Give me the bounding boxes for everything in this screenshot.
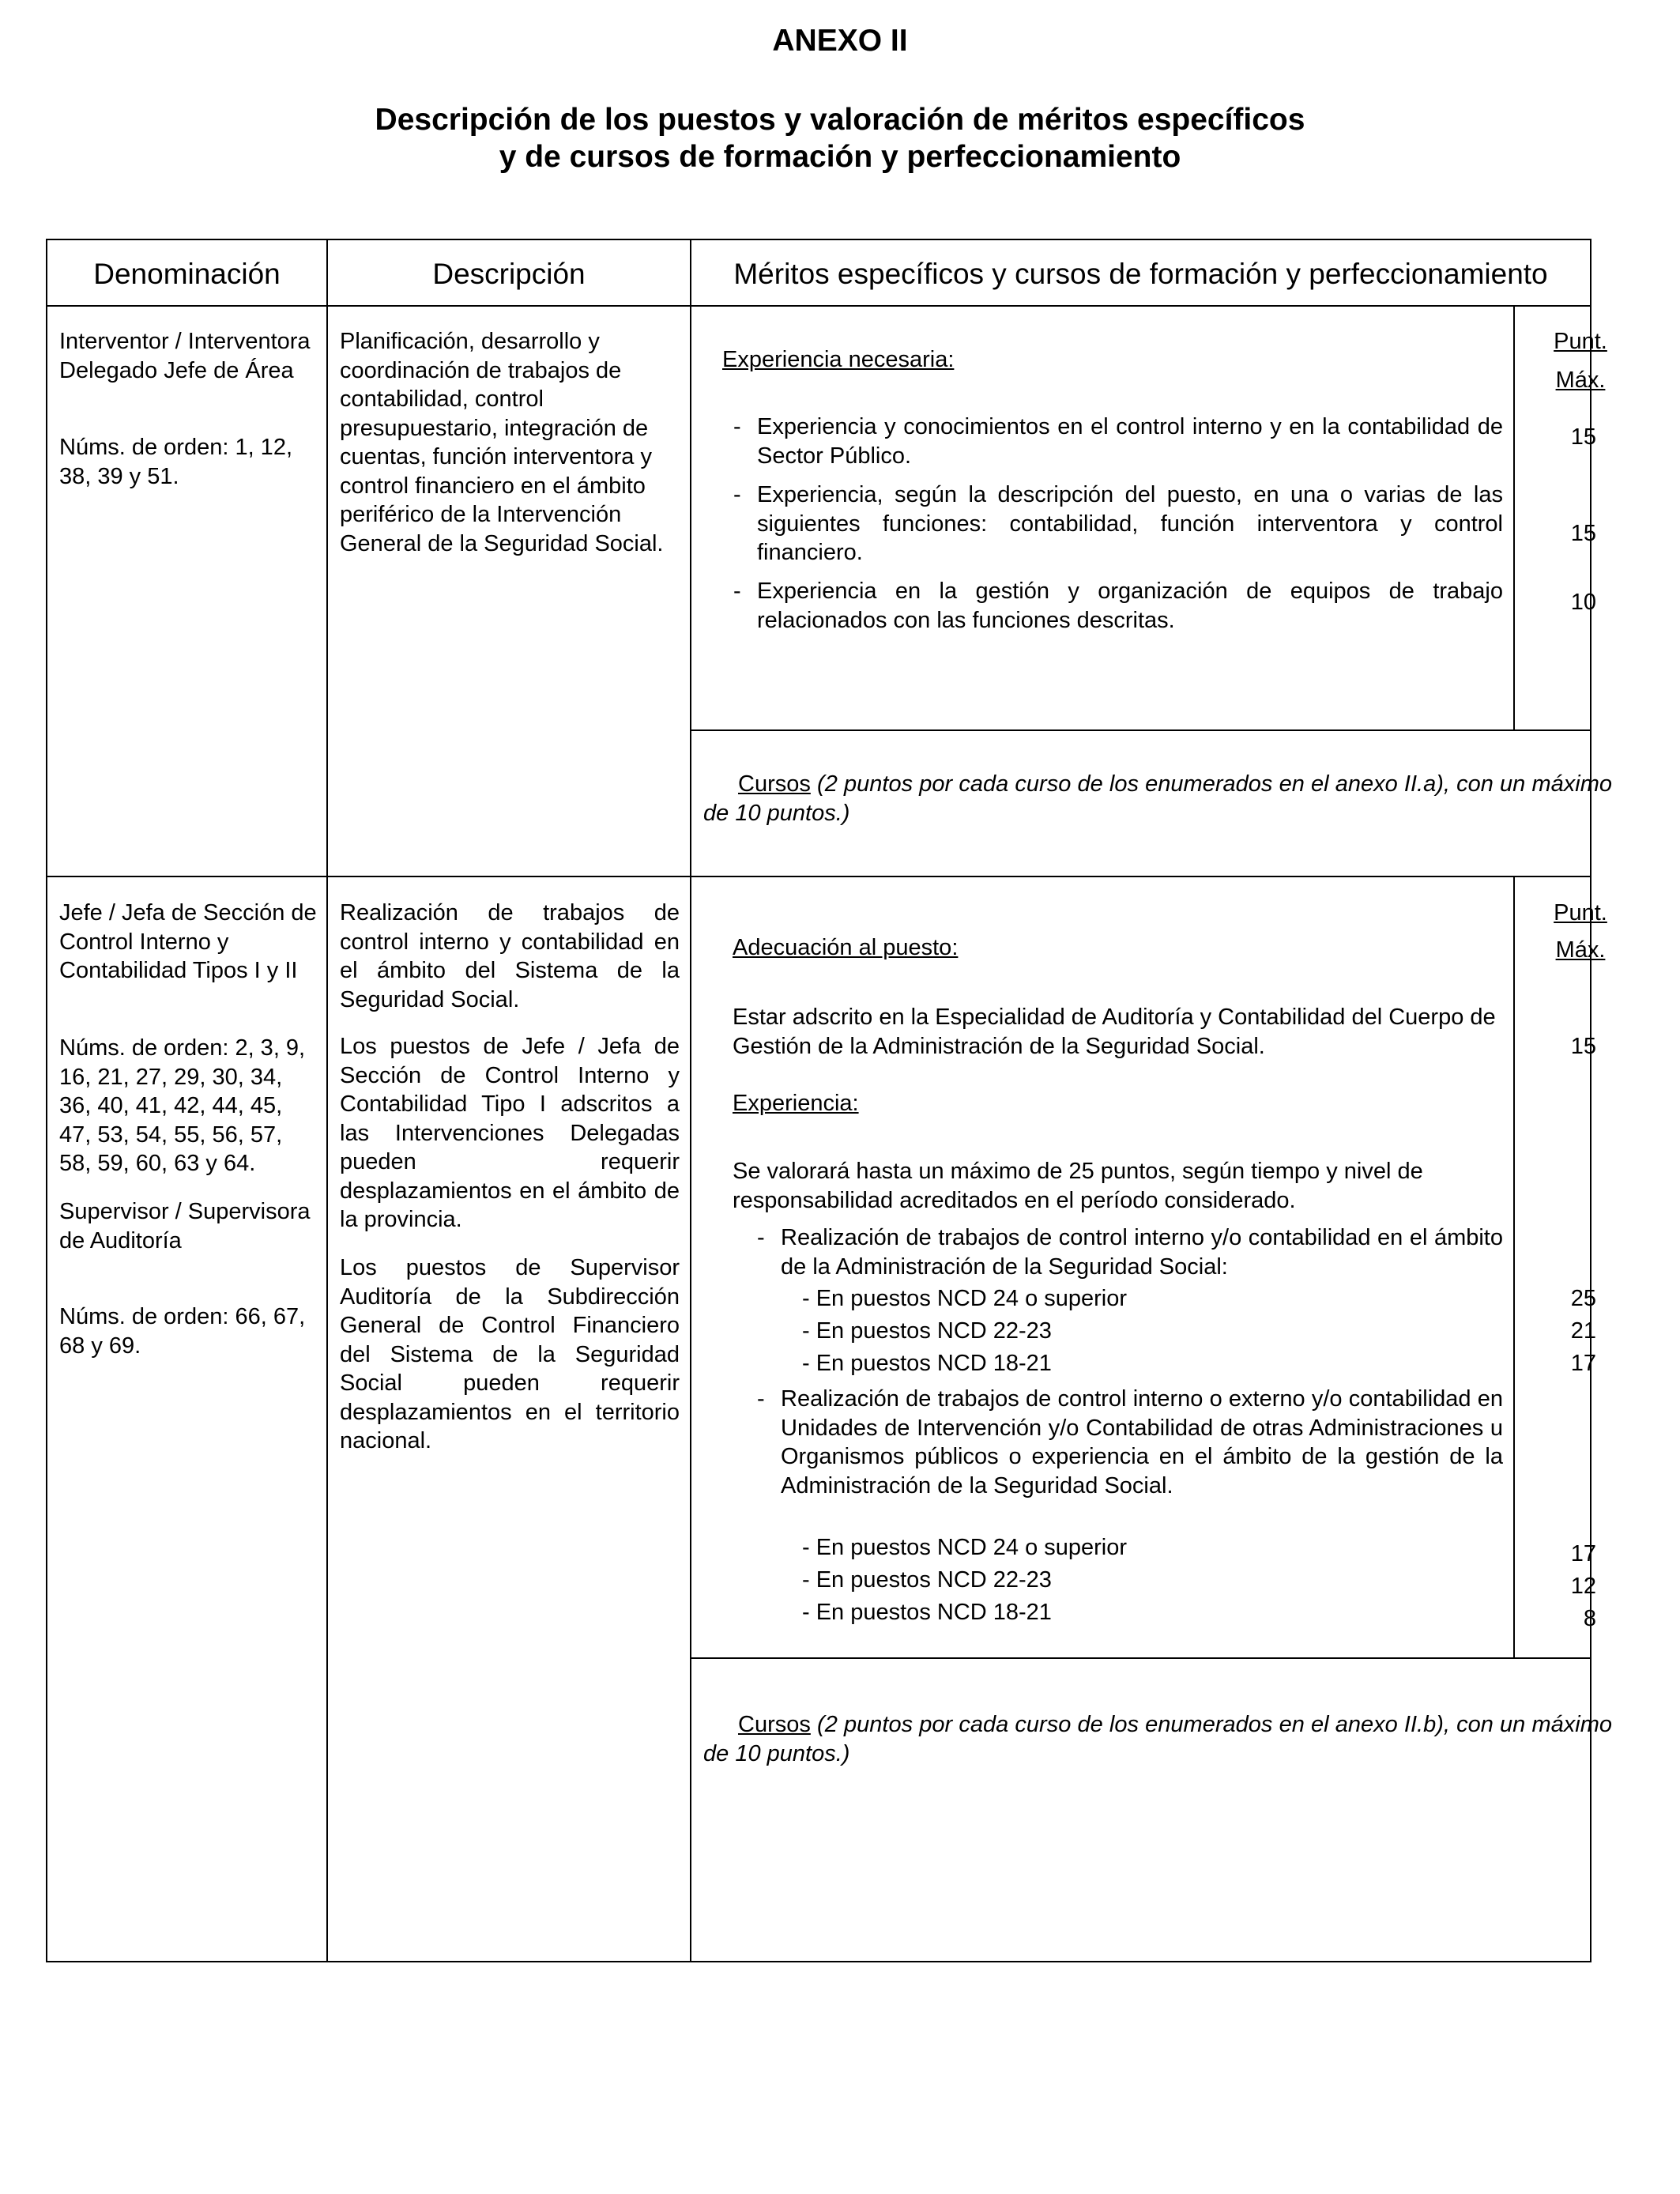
row2-points-17b: 17 [1570,1541,1596,1566]
row1-experiencia-title: Experiencia necesaria: [722,347,955,372]
row2-group-1-text: Realización de trabajos de control interno y/o contabilidad en el ámbito de la Administración de la Seguridad Social: [781,1225,1503,1280]
row1-cursos-text: (2 puntos por cada curso de los enumerados en el anexo II.a), con un máximo de 10 puntos.) [703,771,1613,826]
row1-item-3-text: Experiencia en la gestión y organización de equipos de trabajo relacionados con las funciones descritas. [757,579,1503,633]
row2-ordenes-1: Núms. de orden: 2, 3, 9, 16, 21, 27, 29, 30, 34, 36, 40, 41, 42, 44, 45, 47, 53, 54, 55, 56, 57, 58, 59, 60, 63 y 64. [59,1035,306,1176]
row1-item-1 [733,413,1503,470]
row2-points-17a: 17 [1570,1351,1596,1376]
row1-points-3: 10 [1570,590,1596,615]
header-meritos: Méritos específicos y cursos de formación y perfeccionamiento [733,258,1548,290]
dash-bullet: - [733,579,741,604]
dash-bullet: - [733,482,741,507]
row2-group-1-sub-1: - En puestos NCD 24 o superior [802,1286,1128,1311]
document-title [0,101,1680,175]
row2-group-2-sub-3: - En puestos NCD 18-21 [802,1600,1052,1625]
row2-descripcion-2: Los puestos de Jefe / Jefa de Sección de Control Interno y Contabilidad Tipo I adscritos a las Intervenciones Delegadas pueden requerir desplazamientos en el ámbito de la provincia. [340,1034,680,1232]
row2-cursos [703,1710,1612,1768]
row1-denominacion: Interventor / Interventora Delegado Jefe de Área [59,329,311,383]
row2-group-1-sub-3: - En puestos NCD 18-21 [802,1351,1052,1376]
header-descripcion: Descripción [432,258,586,290]
dash-bullet: - [757,1386,765,1412]
row2-punt-label: Punt. [1554,900,1607,925]
row2-points-8: 8 [1583,1606,1596,1631]
row2-points-divider [1513,876,1515,1659]
row2-group-2-sub-1: - En puestos NCD 24 o superior [802,1535,1128,1560]
row1-points-2: 15 [1570,521,1596,546]
row1-points-1: 15 [1570,424,1596,450]
row2-group-1-sub-2: - En puestos NCD 22-23 [802,1318,1052,1344]
row2-group-1 [757,1223,1503,1281]
row1-item-2 [733,481,1503,567]
row1-cursos-divider [690,729,1591,731]
row2-group-2 [757,1385,1503,1500]
row2-max-label: Máx. [1555,937,1606,963]
header-bottom-border [46,305,1591,307]
row2-cursos-divider [690,1657,1591,1659]
row2-points-21: 21 [1570,1318,1596,1344]
row2-experiencia-title: Experiencia: [733,1091,859,1116]
row1-item-2-text: Experiencia, según la descripción del puesto, en una o varias de las siguientes funciones: contabilidad, función interventora y control financiero. [757,482,1503,565]
col-divider-2 [690,239,691,1962]
document-title-line2: y de cursos de formación y perfeccionamiento [499,140,1181,174]
row2-adecuacion-title: Adecuación al puesto: [733,935,959,960]
document-title-line1: Descripción de los puestos y valoración de méritos específicos [375,103,1305,137]
row2-denominacion-2: Supervisor / Supervisora de Auditoría [59,1199,311,1253]
row1-item-3 [733,577,1503,635]
row2-group-2-text: Realización de trabajos de control interno o externo y/o contabilidad en Unidades de Intervención y/o Contabilidad de otras Administraciones u Organismos públicos o experiencia en el ámbito de la gestión de la Administración de la Seguridad Social. [781,1386,1503,1498]
row1-cursos [703,770,1612,827]
row2-experiencia-intro: Se valorará hasta un máximo de 25 puntos, según tiempo y nivel de responsabilidad acreditados en el período considerado. [733,1159,1423,1213]
header-denominacion: Denominación [93,258,281,290]
row2-denominacion-1: Jefe / Jefa de Sección de Control Interno y Contabilidad Tipos I y II [59,900,317,983]
row2-descripcion-3: Los puestos de Supervisor Auditoría de la Subdirección General de Control Financiero del Sistema de la Seguridad Social pueden requerir desplazamientos en el territorio nacional. [340,1255,680,1453]
dash-bullet: - [757,1225,765,1250]
row2-cursos-label: Cursos [738,1712,811,1737]
row1-max-label: Máx. [1555,368,1606,393]
row1-punt-label: Punt. [1554,329,1607,354]
row2-ordenes-2: Núms. de orden: 66, 67, 68 y 69. [59,1304,306,1359]
row2-cursos-text: (2 puntos por cada curso de los enumerados en el anexo II.b), con un máximo de 10 puntos.) [703,1712,1613,1766]
table-left-border [46,239,47,1962]
col-divider-1 [326,239,328,1962]
row1-descripcion: Planificación, desarrollo y coordinación de trabajos de contabilidad, control presupuestario, integración de cuentas, función interventora y control financiero en el ámbito periférico de la Intervención General de la Seguridad Social. [340,329,664,556]
row2-group-2-sub-2: - En puestos NCD 22-23 [802,1567,1052,1593]
row2-points-12: 12 [1570,1574,1596,1599]
annex-title: ANEXO II [772,24,908,58]
table-top-border [46,239,1591,240]
row2-points-25: 25 [1570,1286,1596,1311]
row2-adecuacion-points: 15 [1570,1034,1596,1059]
row2-adecuacion-text: Estar adscrito en la Especialidad de Auditoría y Contabilidad del Cuerpo de Gestión de la Administración de la Seguridad Social. [733,1005,1496,1059]
row1-ordenes: Núms. de orden: 1, 12, 38, 39 y 51. [59,435,292,489]
row-divider [46,876,1591,877]
row1-cursos-label: Cursos [738,771,811,797]
row2-descripcion-1: Realización de trabajos de control interno y contabilidad en el ámbito del Sistema de la Seguridad Social. [340,900,680,1012]
table-bottom-border [46,1961,1591,1962]
dash-bullet: - [733,414,741,439]
table-right-border [1590,239,1591,1962]
row1-points-divider [1513,305,1515,731]
row1-item-1-text: Experiencia y conocimientos en el control interno y en la contabilidad de Sector Público. [757,414,1503,469]
